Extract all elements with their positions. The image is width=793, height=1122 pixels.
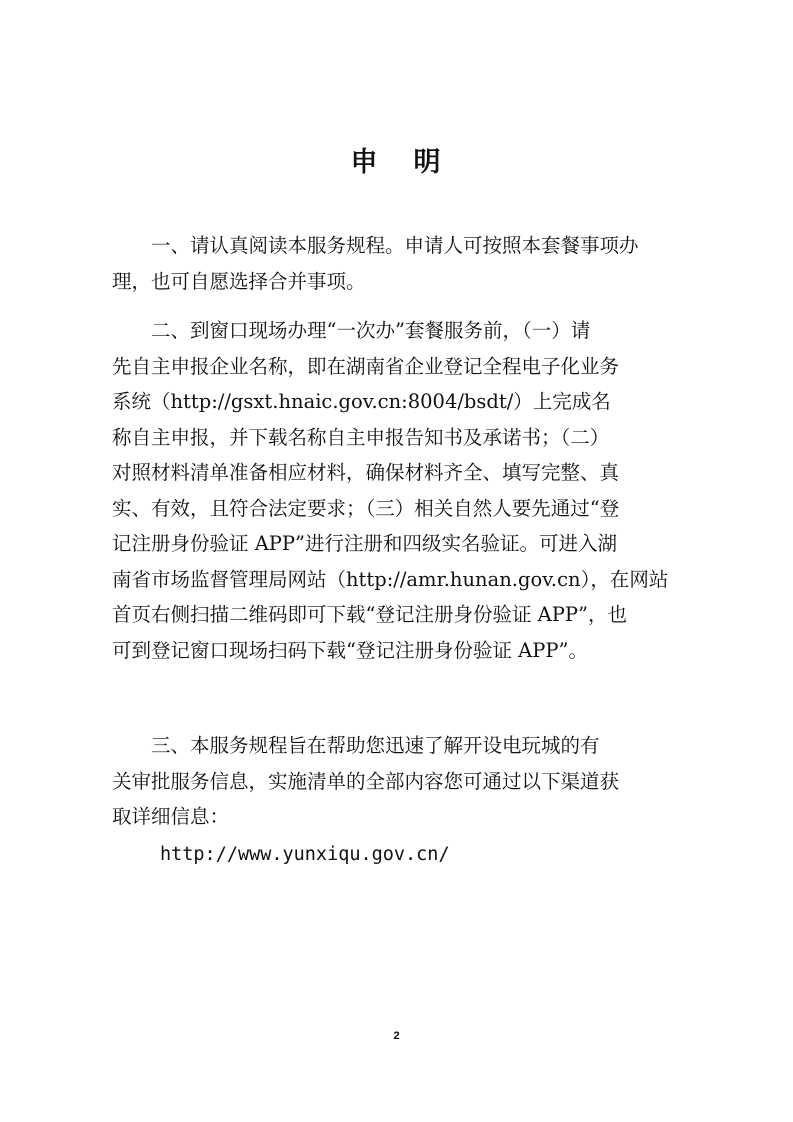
paragraph-section-2: [112, 313, 678, 668]
text-line: 记注册身份验证 APP”进行注册和四级实名验证。可进入湖: [112, 532, 617, 555]
website-url[interactable]: http://www.yunxiqu.gov.cn/: [160, 844, 450, 865]
text-line: 系统（http://gsxt.hnaic.gov.cn:8004/bsdt/）上完成名: [112, 390, 611, 413]
text-line: 先自主申报企业名称，即在湖南省企业登记全程电子化业务: [112, 354, 620, 378]
text-line: 关审批服务信息，实施清单的全部内容您可通过以下渠道获: [112, 769, 620, 793]
title-char-2: 明: [413, 147, 443, 178]
page-title: [0, 140, 793, 179]
paragraph-section-1: [112, 228, 678, 299]
text-line: 取详细信息：: [112, 805, 230, 828]
paragraph-section-3: [112, 728, 678, 835]
text-line: 南省市场监督管理局网站（http://amr.hunan.gov.cn），在网站: [112, 567, 669, 591]
text-line: 一、请认真阅读本服务规程。申请人可按照本套餐事项办: [151, 234, 639, 257]
text-line: 首页右侧扫描二维码即可下载“登记注册身份验证 APP”，也: [112, 603, 627, 626]
text-line: 理，也可自愿选择合并事项。: [112, 269, 366, 293]
text-line: 对照材料清单准备相应材料，确保材料齐全、填写完整、真: [112, 461, 620, 484]
text-line: 实、有效，且符合法定要求；（三）相关自然人要先通过“登: [112, 496, 620, 520]
title-char-1: 申: [350, 147, 380, 178]
page-number: 2: [393, 1030, 400, 1042]
text-line: 三、本服务规程旨在帮助您迅速了解开设电玩城的有: [151, 734, 600, 757]
text-line: 称自主申报，并下载名称自主申报告知书及承诺书；（二）: [112, 425, 610, 449]
text-line: 二、到窗口现场办理“一次办”套餐服务前，（一）请: [151, 319, 591, 342]
text-line: 可到登记窗口现场扫码下载“登记注册身份验证 APP”。: [112, 638, 588, 662]
